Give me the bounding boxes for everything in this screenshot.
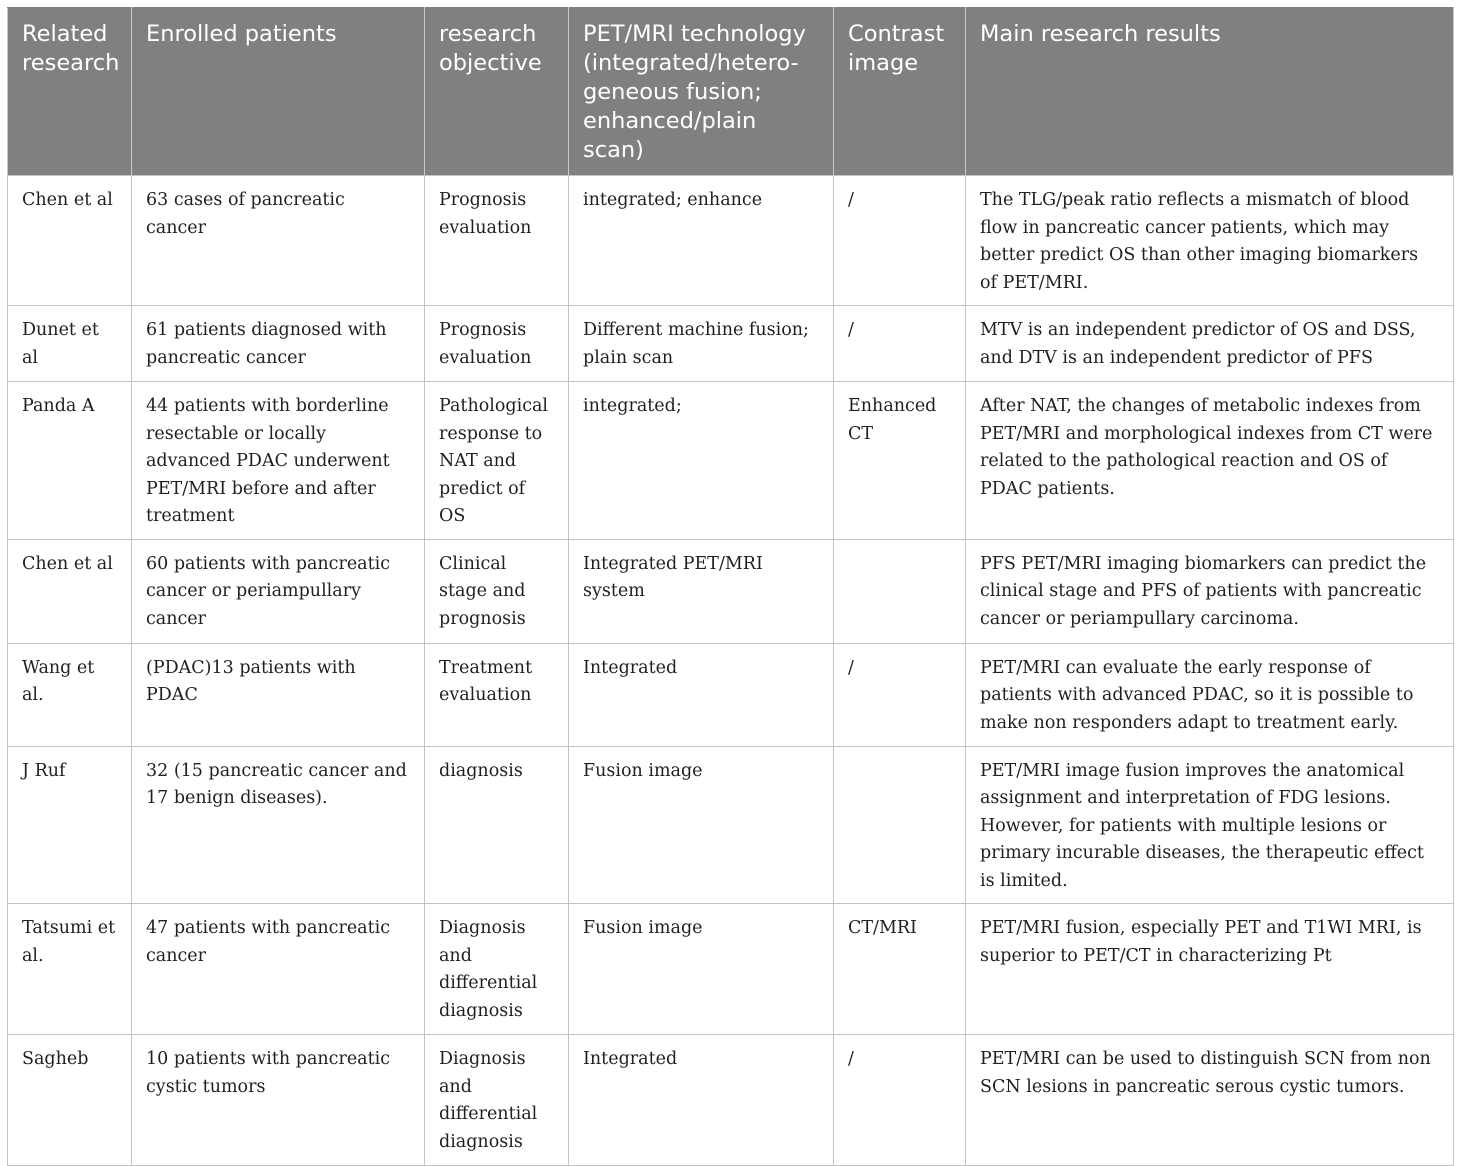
cell-enrolled-patients: 44 patients with borderline resectable or locally advanced PDAC underwent PET/MRI before and after treatment <box>132 382 425 540</box>
cell-main-results: After NAT, the changes of metabolic indexes from PET/MRI and morphological indexes from CT were related to the pathological reaction and OS of PDAC patients. <box>966 382 1454 540</box>
cell-technology: integrated; <box>569 382 834 540</box>
cell-contrast-image: CT/MRI <box>834 904 966 1035</box>
cell-enrolled-patients: 32 (15 pancreatic cancer and 17 benign diseases). <box>132 746 425 904</box>
cell-contrast-image: / <box>834 176 966 306</box>
header-related-research: Related research <box>8 8 132 176</box>
cell-enrolled-patients: 63 cases of pancreatic cancer <box>132 176 425 306</box>
cell-related-research: Dunet et al <box>8 306 132 382</box>
table-header <box>8 8 1454 176</box>
cell-technology: Integrated <box>569 1035 834 1166</box>
cell-related-research: Panda A <box>8 382 132 540</box>
table-row <box>8 904 1454 1035</box>
cell-research-objective: Diagnosis and differential diagnosis <box>425 1035 569 1166</box>
table-row <box>8 539 1454 643</box>
cell-contrast-image: Enhanced CT <box>834 382 966 540</box>
table-row <box>8 306 1454 382</box>
cell-main-results: The TLG/peak ratio reflects a mismatch of blood flow in pancreatic cancer patients, which may better predict OS than other imaging biomarkers of PET/MRI. <box>966 176 1454 306</box>
cell-related-research: Chen et al <box>8 176 132 306</box>
table-body <box>8 176 1454 1166</box>
cell-main-results: PET/MRI fusion, especially PET and T1WI MRI, is superior to PET/CT in characterizing Pt <box>966 904 1454 1035</box>
cell-contrast-image <box>834 539 966 643</box>
cell-enrolled-patients: 47 patients with pancreatic cancer <box>132 904 425 1035</box>
header-enrolled-patients: Enrolled patients <box>132 8 425 176</box>
cell-contrast-image: / <box>834 1035 966 1166</box>
cell-contrast-image <box>834 746 966 904</box>
table-row <box>8 1035 1454 1166</box>
cell-main-results: PET/MRI image fusion improves the anatomical assignment and interpretation of FDG lesions. However, for patients with multiple lesions or primary incurable diseases, the therapeutic effect is limited. <box>966 746 1454 904</box>
cell-technology: Fusion image <box>569 746 834 904</box>
header-research-objective: research objective <box>425 8 569 176</box>
header-contrast-image: Contrast image <box>834 8 966 176</box>
cell-technology: Different machine fusion; plain scan <box>569 306 834 382</box>
cell-related-research: J Ruf <box>8 746 132 904</box>
table-row <box>8 176 1454 306</box>
cell-enrolled-patients: 60 patients with pancreatic cancer or periampullary cancer <box>132 539 425 643</box>
header-pet-mri-technology: PET/MRI technology (integrated/hetero-geneous fusion; enhanced/plain scan) <box>569 8 834 176</box>
cell-research-objective: Treatment evaluation <box>425 643 569 746</box>
cell-technology: Integrated <box>569 643 834 746</box>
cell-technology: Integrated PET/MRI system <box>569 539 834 643</box>
cell-main-results: MTV is an independent predictor of OS and DSS, and DTV is an independent predictor of PFS <box>966 306 1454 382</box>
table-row <box>8 746 1454 904</box>
header-main-results: Main research results <box>966 8 1454 176</box>
cell-related-research: Wang et al. <box>8 643 132 746</box>
cell-enrolled-patients: 10 patients with pancreatic cystic tumors <box>132 1035 425 1166</box>
cell-main-results: PFS PET/MRI imaging biomarkers can predict the clinical stage and PFS of patients with pancreatic cancer or periampullary carcinoma. <box>966 539 1454 643</box>
cell-enrolled-patients: (PDAC)13 patients with PDAC <box>132 643 425 746</box>
cell-related-research: Chen et al <box>8 539 132 643</box>
cell-research-objective: Diagnosis and differential diagnosis <box>425 904 569 1035</box>
cell-related-research: Sagheb <box>8 1035 132 1166</box>
cell-contrast-image: / <box>834 643 966 746</box>
cell-research-objective: Pathological response to NAT and predict of OS <box>425 382 569 540</box>
cell-research-objective: Prognosis evaluation <box>425 306 569 382</box>
research-table <box>7 7 1454 1166</box>
cell-research-objective: Clinical stage and prognosis <box>425 539 569 643</box>
cell-enrolled-patients: 61 patients diagnosed with pancreatic cancer <box>132 306 425 382</box>
cell-related-research: Tatsumi et al. <box>8 904 132 1035</box>
cell-contrast-image: / <box>834 306 966 382</box>
cell-main-results: PET/MRI can be used to distinguish SCN from non SCN lesions in pancreatic serous cystic tumors. <box>966 1035 1454 1166</box>
cell-research-objective: diagnosis <box>425 746 569 904</box>
cell-main-results: PET/MRI can evaluate the early response of patients with advanced PDAC, so it is possible to make non responders adapt to treatment early. <box>966 643 1454 746</box>
cell-research-objective: Prognosis evaluation <box>425 176 569 306</box>
cell-technology: integrated; enhance <box>569 176 834 306</box>
header-row <box>8 8 1454 176</box>
cell-technology: Fusion image <box>569 904 834 1035</box>
table-row <box>8 643 1454 746</box>
table-row <box>8 382 1454 540</box>
